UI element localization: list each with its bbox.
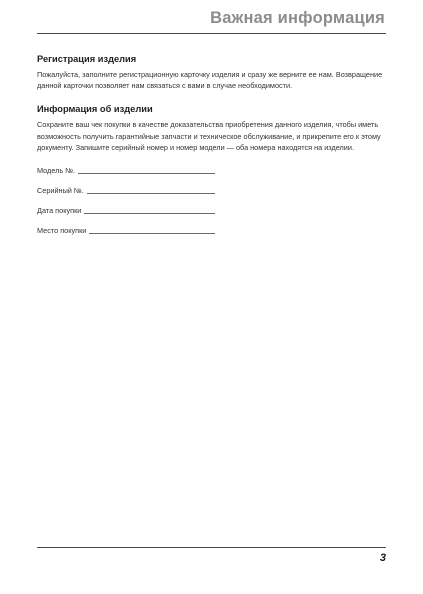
fill-in-line-model: [78, 173, 215, 174]
fill-in-line-purchase-place: [89, 233, 215, 234]
section-body-information: Сохраните ваш чек покупки в качестве доказательства приобретения данного изделия, чтобы иметь возможность получить гарантийные запчасти и техническое обслуживание, и прикрепите его к этому документу. Запишите серийный номер и номер модели — оба номера находятся на изделии.: [37, 120, 381, 152]
fill-in-line-purchase-date: [84, 213, 215, 214]
field-purchase-date: [37, 205, 215, 216]
field-model-number: [37, 165, 215, 176]
page-content: [37, 53, 387, 245]
field-label-purchase-place: Место покупки: [37, 226, 87, 236]
section-heading-information: Информация об изделии: [37, 104, 153, 115]
field-label-model: Модель №.: [37, 166, 76, 176]
fill-in-line-serial: [87, 193, 215, 194]
field-purchase-place: [37, 225, 215, 236]
section-product-information: [37, 103, 387, 153]
footer-divider: [37, 547, 386, 548]
header-divider: [37, 33, 386, 34]
page-title: Важная информация: [210, 9, 385, 27]
field-label-serial: Серийный №.: [37, 186, 84, 196]
page-header: [0, 0, 423, 38]
section-heading-registration: Регистрация изделия: [37, 54, 137, 64]
field-serial-number: [37, 185, 215, 196]
product-info-form: [37, 165, 387, 236]
field-label-purchase-date: Дата покупки: [37, 206, 82, 216]
section-body-registration: Пожалуйста, заполните регистрационную карточку изделия и сразу же верните ее нам. Возвращение данной карточки позволяет нам связаться с вами в случае необходимости.: [37, 70, 383, 91]
page-number: 3: [379, 552, 386, 564]
section-product-registration: [37, 53, 387, 91]
